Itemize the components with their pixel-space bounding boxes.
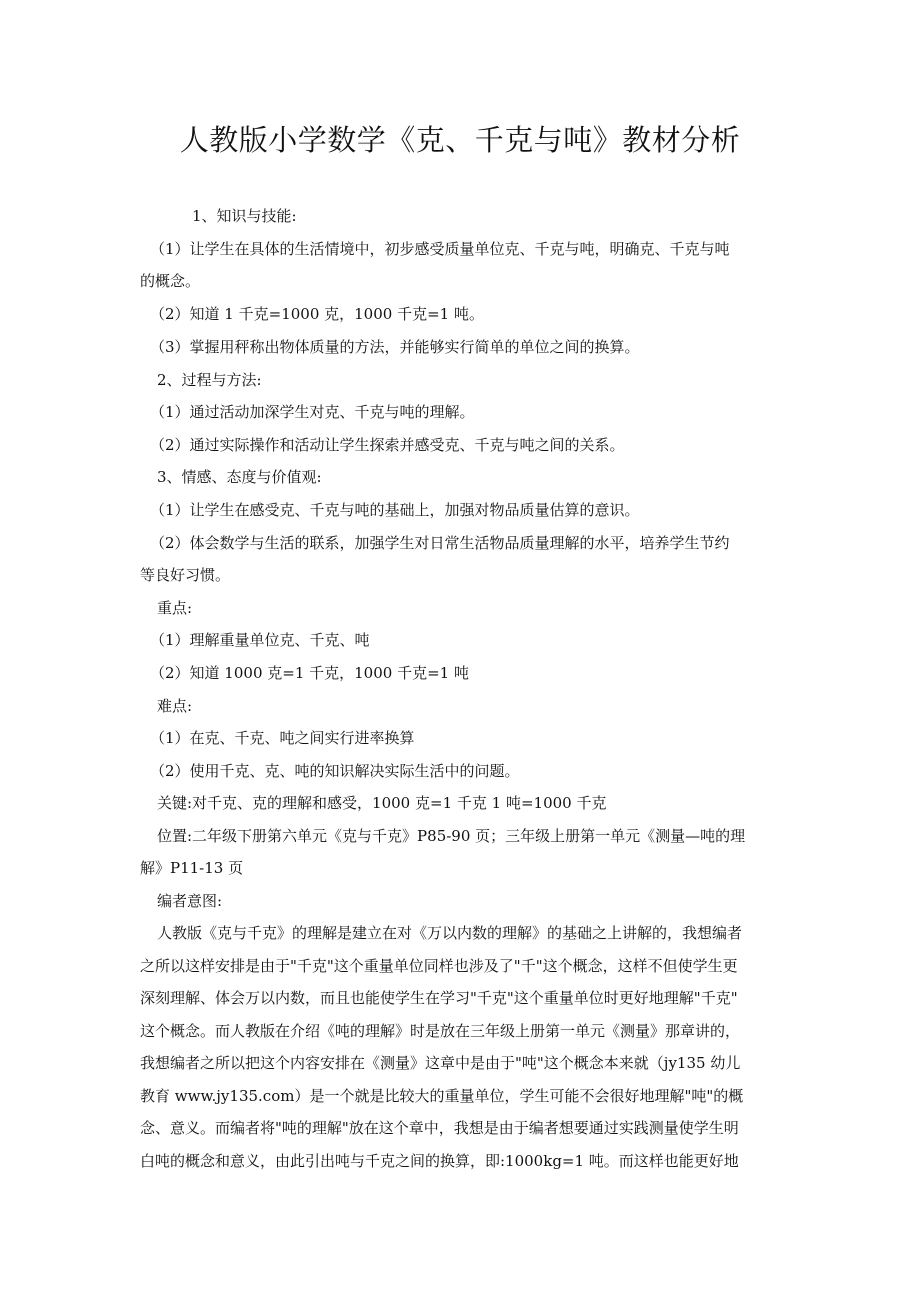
paragraph-line: 等良好习惯。 <box>140 566 231 584</box>
paragraph-line: （1）通过活动加深学生对克、千克与吨的理解。 <box>150 403 475 421</box>
paragraph-line: 念、意义。而编者将"吨的理解"放在这个章中，我想是由于编者想要通过实践测量使学生明 <box>140 1119 739 1137</box>
section-heading-difficulties: 难点: <box>157 697 193 715</box>
section-heading-knowledge-skills: 1、知识与技能: <box>192 207 297 225</box>
paragraph-line: 解》P11-13 页 <box>140 859 244 877</box>
paragraph-line: （1）理解重量单位克、千克、吨 <box>150 631 370 649</box>
paragraph-line: （2）知道 1000 克=1 千克，1000 千克=1 吨 <box>150 664 469 682</box>
paragraph-line: 人教版《克与千克》的理解是建立在对《万以内数的理解》的基础之上讲解的，我想编者 <box>157 924 743 942</box>
paragraph-position: 位置:二年级下册第六单元《克与千克》P85-90 页；三年级上册第一单元《测量—吨的理 <box>157 827 746 845</box>
paragraph-crux: 关键:对千克、克的理解和感受，1000 克=1 千克 1 吨=1000 千克 <box>157 794 607 812</box>
paragraph-line: 白吨的概念和意义，由此引出吨与千克之间的换算，即:1000kg=1 吨。而这样也能更好地 <box>140 1152 739 1170</box>
section-heading-emotion-attitude: 3、情感、态度与价值观: <box>157 468 322 486</box>
paragraph-line: 这个概念。而人教版在介绍《吨的理解》时是放在三年级上册第一单元《测量》那章讲的， <box>140 1022 741 1040</box>
paragraph-line: 深刻理解、体会万以内数，而且也能使学生在学习"千克"这个重量单位时更好地理解"千克" <box>140 989 738 1007</box>
paragraph-line: （2）使用千克、克、吨的知识解决实际生活中的问题。 <box>150 762 520 780</box>
paragraph-line: 我想编者之所以把这个内容安排在《测量》这章中是由于"吨"这个概念本来就（jy135 幼儿 <box>140 1054 741 1072</box>
document-title: 人教版小学数学《克、千克与吨》教材分析 <box>179 123 741 157</box>
section-heading-editor-intent: 编者意图: <box>157 892 223 910</box>
paragraph-line: （2）体会数学与生活的联系，加强学生对日常生活物品质量理解的水平，培养学生节约 <box>150 534 730 552</box>
section-heading-key-points: 重点: <box>157 599 193 617</box>
paragraph-line: （2）知道 1 千克=1000 克，1000 千克=1 吨。 <box>150 305 484 323</box>
paragraph-line: （1）在克、千克、吨之间实行进率换算 <box>150 729 415 747</box>
paragraph-line: （1）让学生在感受克、千克与吨的基础上，加强对物品质量估算的意识。 <box>150 501 640 519</box>
paragraph-line: （1）让学生在具体的生活情境中，初步感受质量单位克、千克与吨，明确克、千克与吨 <box>150 240 730 258</box>
paragraph-line: 教育 www.jy135.com）是一个就是比较大的重量单位，学生可能不会很好地理解"吨"的概 <box>140 1087 744 1105</box>
paragraph-line: 之所以这样安排是由于"千克"这个重量单位同样也涉及了"千"这个概念，这样不但使学生更 <box>140 957 738 975</box>
paragraph-line: 的概念。 <box>140 272 201 290</box>
paragraph-line: （2）通过实际操作和活动让学生探索并感受克、千克与吨之间的关系。 <box>150 436 625 454</box>
section-heading-process-method: 2、过程与方法: <box>157 371 262 389</box>
paragraph-line: （3）掌握用秤称出物体质量的方法，并能够实行简单的单位之间的换算。 <box>150 338 640 356</box>
